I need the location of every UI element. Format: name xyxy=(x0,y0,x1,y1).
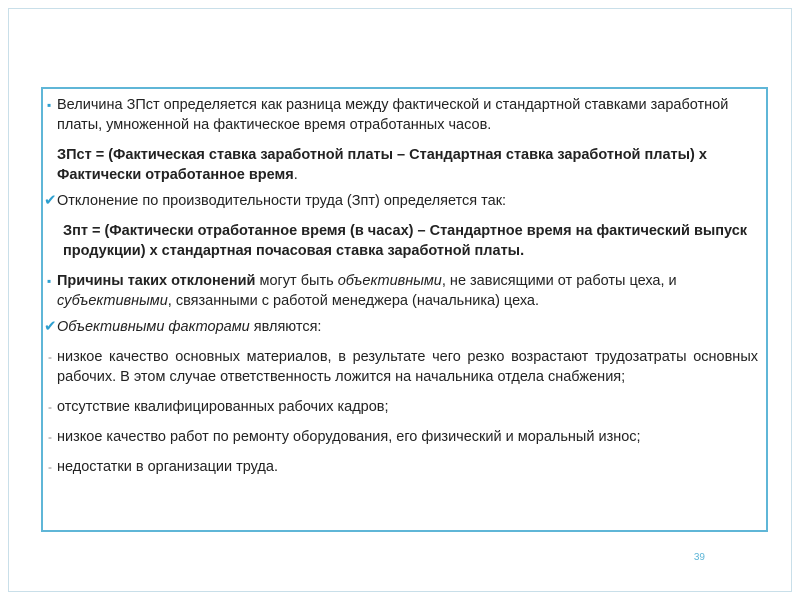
bullet-text: Величина ЗПст определяется как разница между фактической и стандартной ставками заработной платы, умноженной на фактическое время отработанных часов. xyxy=(57,97,729,133)
text-fragment: , не зависящими от работы цеха, и xyxy=(441,273,677,289)
checkmark-icon: ✔ xyxy=(44,192,57,209)
reasons-heading: Причины таких отклонений xyxy=(57,273,256,289)
item-text: низкое качество работ по ремонту оборудования, его физический и моральный износ; xyxy=(57,429,641,445)
item-text: недостатки в организации труда. xyxy=(57,459,278,475)
objective-factors-term: Объективными факторами xyxy=(57,319,250,335)
bullet-reasons xyxy=(47,271,758,311)
page-number: 39 xyxy=(693,552,705,563)
formula-text: Зпт = (Фактически отработанное время (в часах) – Стандартное время на фактический выпуск продукции) х стандартная почасовая ставка заработной платы. xyxy=(63,223,748,259)
objective-term: объективными xyxy=(337,273,442,289)
dash-item-organization xyxy=(48,457,758,477)
item-text: отсутствие квалифицированных рабочих кадров; xyxy=(57,399,389,415)
dash-item-materials xyxy=(48,347,758,387)
dash-bullet-icon: - xyxy=(48,430,52,444)
formula-text: ЗПст = (Фактическая ставка заработной платы – Стандартная ставка заработной платы) х Фактически отработанное время xyxy=(57,147,707,183)
bullet-zpt-definition xyxy=(44,191,758,211)
dash-bullet-icon: - xyxy=(48,350,52,364)
formula-zpt xyxy=(57,221,758,261)
item-text: низкое качество основных материалов, в результате чего резко возрастают трудозатраты основных рабочих. В этом случае ответственность ложится на начальника отдела снабжения; xyxy=(57,349,758,385)
text-fragment: , связанными с работой менеджера (начальника) цеха. xyxy=(167,293,539,309)
bullet-text: Отклонение по производительности труда (Зпт) определяется так: xyxy=(57,193,507,209)
formula-zpst xyxy=(57,145,758,185)
dash-item-equipment xyxy=(48,427,758,447)
formula-period: . xyxy=(293,167,298,183)
square-bullet-icon: ▪ xyxy=(47,98,52,112)
text-fragment: являются: xyxy=(249,319,322,335)
text-fragment: могут быть xyxy=(255,273,338,289)
checkmark-icon: ✔ xyxy=(44,318,57,335)
dash-item-staff xyxy=(48,397,758,417)
slide xyxy=(8,8,792,592)
square-bullet-icon: ▪ xyxy=(47,274,52,288)
dash-bullet-icon: - xyxy=(48,400,52,414)
bullet-objective-factors xyxy=(44,317,758,337)
subjective-term: субъективными xyxy=(57,293,168,309)
bullet-zpst-definition xyxy=(47,95,758,135)
dash-bullet-icon: - xyxy=(48,460,52,474)
content-box xyxy=(41,87,768,532)
